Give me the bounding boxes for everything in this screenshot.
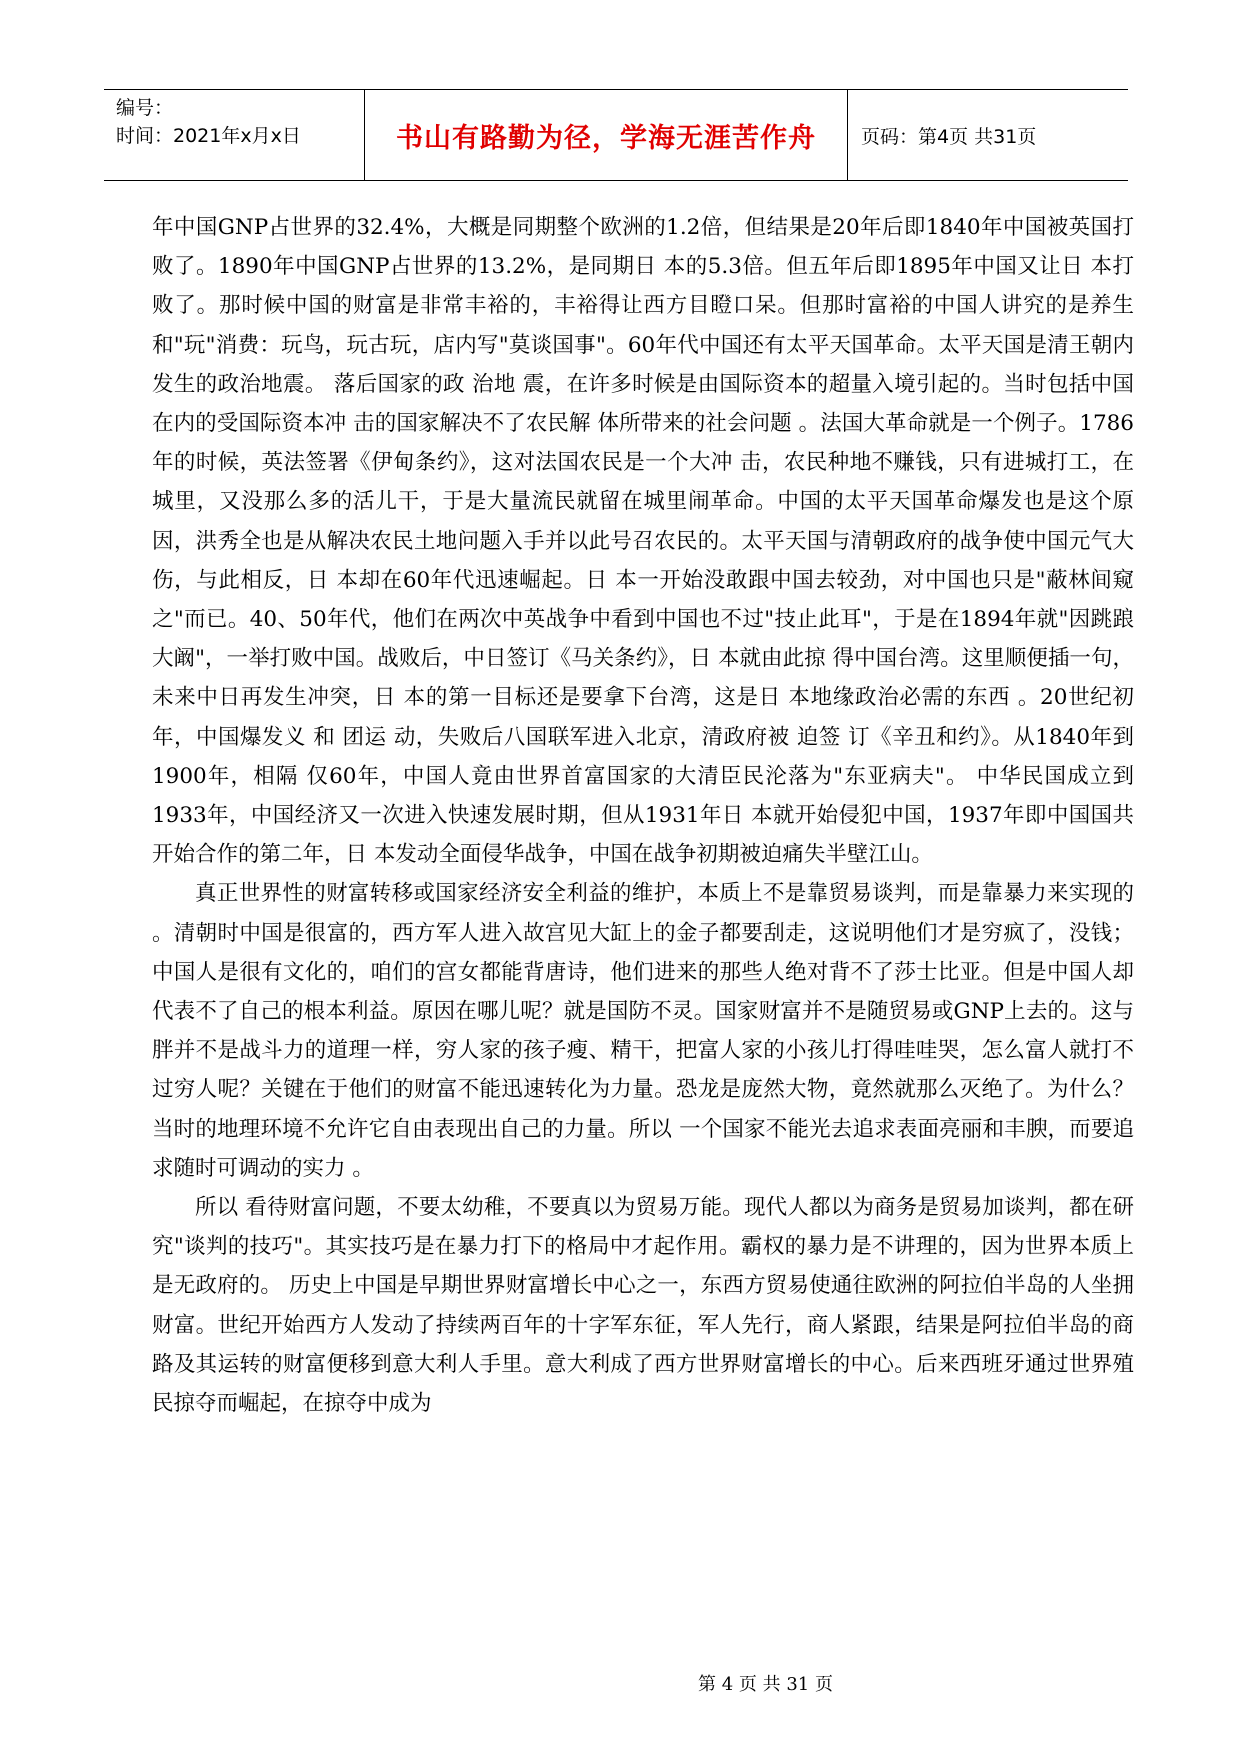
footer-page-number: 第 4 页 共 31 页 (698, 1674, 833, 1695)
paragraph: 所以 看待财富问题，不要太幼稚，不要真以为贸易万能。现代人都以为商务是贸易加谈判，都在研究"谈判的技巧"。其实技巧是在暴力打下的格局中才起作用。霸权的暴力是不讲理的，因为世界本质上是无政府的。 历史上中国是早期世界财富增长中心之一，东西方贸易使通往欧洲的阿拉伯半岛的人坐拥财富。世纪开始西方人发动了持续两百年的十字军东征，军人先行，商人紧跟，结果是阿拉伯半岛的商路及其运转的财富便移到意大利人手里。意大利成了西方世界财富增长的中心。后来西班牙通过世界殖民掠夺而崛起，在掠夺中成为 (152, 1195, 1134, 1417)
header-motto: 书山有路勤为径，学海无涯苦作舟 (365, 90, 848, 180)
paragraph: 真正世界性的财富转移或国家经济安全利益的维护，本质上不是靠贸易谈判，而是靠暴力来实现的 。清朝时中国是很富的，西方军人进入故宫见大缸上的金子都要刮走，这说明他们才是穷疯了，没钱；中国人是很有文化的，咱们的宫女都能背唐诗，他们进来的那些人绝对背不了莎士比亚。但是中国人却代表不了自己的根本利益。原因在哪儿呢？就是国防不灵。国家财富并不是随贸易或GNP上去的。这与胖并不是战斗力的道理一样，穷人家的孩子瘦、精干，把富人家的小孩儿打得哇哇哭，怎么富人就打不过穷人呢？关键在于他们的财富不能迅速转化为力量。恐龙是庞然大物，竟然就那么灭绝了。为什么？当时的地理环境不允许它自由表现出自己的力量。所以 一个国家不能光去追求表面亮丽和丰腴，而要追求随时可调动的实力 。 (152, 881, 1134, 1181)
document-time-label: 时间：2021年x月x日 (116, 125, 301, 147)
document-number-label: 编号： (116, 97, 174, 119)
header-meta-cell (104, 90, 365, 180)
page-header (104, 89, 1128, 181)
page-footer (0, 1670, 1241, 1696)
paragraph: 年中国GNP占世界的32.4%，大概是同期整个欧洲的1.2倍，但结果是20年后即1840年中国被英国打败了。1890年中国GNP占世界的13.2%，是同期日 本的5.3倍。但五年后即1895年中国又让日 本打败了。那时候中国的财富是非常丰裕的，丰裕得让西方目瞪口呆。但那时富裕的中国人讲究的是养生和"玩"消费：玩鸟，玩古玩，店内写"莫谈国事"。60年代中国还有太平天国革命。太平天国是清王朝内发生的政治地震。 落后国家的政 治地 震，在许多时候是由国际资本的超量入境引起的。当时包括中国在内的受国际资本冲 击的国家解决不了农民解 体所带来的社会问题 。法国大革命就是一个例子。1786年的时候，英法签署《伊甸条约》，这对法国农民是一个大冲 击，农民种地不赚钱，只有进城打工，在城里，又没那么多的活儿干，于是大量流民就留在城里闹革命。中国的太平天国革命爆发也是这个原因，洪秀全也是从解决农民土地问题入手并以此号召农民的。太平天国与清朝政府的战争使中国元气大伤，与此相反，日 本却在60年代迅速崛起。日 本一开始没敢跟中国去较劲，对中国也只是"蔽林间窥之"而已。40、50年代，他们在两次中英战争中看到中国也不过"技止此耳"，于是在1894年就"因跳踉大阚"，一举打败中国。战败后，中日签订《马关条约》，日 本就由此掠 得中国台湾。这里顺便插一句， 未来中日再发生冲突，日 本的第一目标还是要拿下台湾，这是日 本地缘政治必需的东西 。20世纪初年，中国爆发义 和 团运 动，失败后八国联军进入北京，清政府被 迫签 订《辛丑和约》。从1840年到1900年，相隔 仅60年，中国人竟由世界首富国家的大清臣民沦落为"东亚病夫"。 中华民国成立到1933年，中国经济又一次进入快速发展时期，但从1931年日 本就开始侵犯中国，1937年即中国国共开始合作的第二年，日 本发动全面侵华战争，中国在战争初期被迫痛失半壁江山。 (152, 215, 1134, 868)
header-page-label: 页码：第4页 共31页 (861, 125, 1037, 148)
document-body (152, 208, 1134, 1423)
